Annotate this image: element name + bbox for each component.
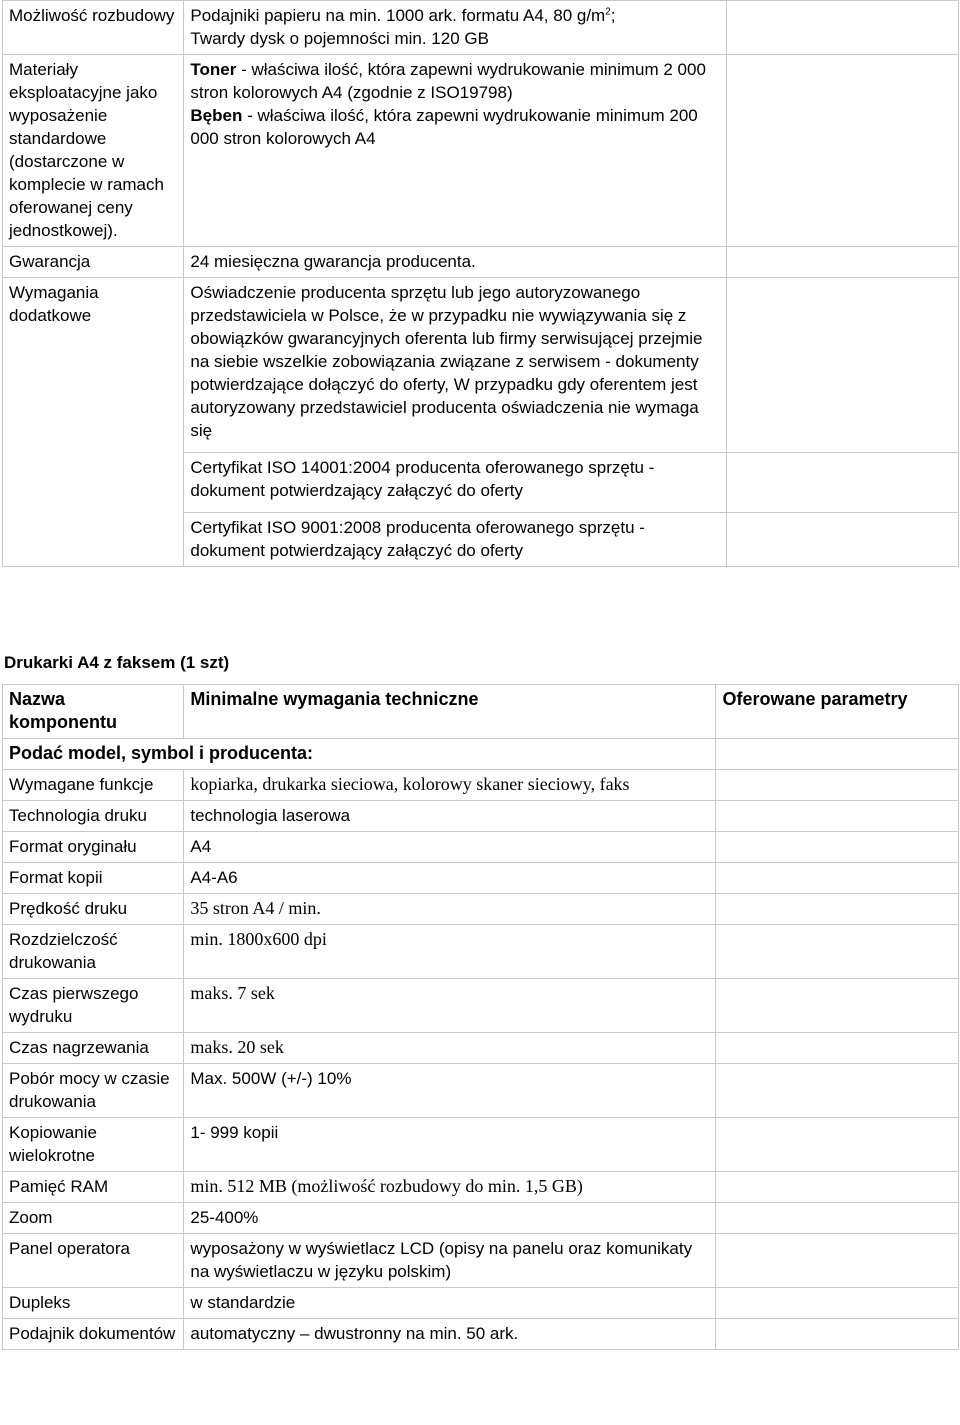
offered-cell: [716, 1288, 959, 1319]
component-name: Technologia druku: [3, 801, 184, 832]
toner-text: - właściwa ilość, która zapewni wydrukowanie minimum 2 000 stron kolorowych A4 (zgodnie z ISO19798): [190, 60, 706, 102]
offered-cell: [726, 55, 959, 247]
table-row: [3, 801, 959, 832]
drum-text: - właściwa ilość, która zapewni wydrukowanie minimum 200 000 stron kolorowych A4: [190, 106, 698, 148]
offered-cell: [726, 247, 959, 278]
model-row: [3, 739, 959, 770]
offered-cell: [716, 925, 959, 979]
offered-cell: [716, 739, 959, 770]
requirement-value: maks. 20 sek: [184, 1033, 716, 1064]
component-name: Kopiowanie wielokrotne: [3, 1118, 184, 1172]
top-spec-table: [2, 0, 959, 567]
row-value: [184, 55, 726, 247]
requirement-value: 1- 999 kopii: [184, 1118, 716, 1172]
printer-spec-table: [2, 684, 959, 1350]
offered-cell: [716, 801, 959, 832]
component-name: Czas nagrzewania: [3, 1033, 184, 1064]
section-title: Drukarki A4 z faksem (1 szt): [4, 653, 230, 672]
requirement-value: wyposażony w wyświetlacz LCD (opisy na panelu oraz komunikaty na wyświetlaczu w języku polskim): [184, 1234, 716, 1288]
component-name: Zoom: [3, 1203, 184, 1234]
table-row: [3, 278, 959, 453]
component-name: Podajnik dokumentów: [3, 1319, 184, 1350]
header-offered: Oferowane parametry: [716, 685, 959, 739]
table-row: [3, 1319, 959, 1350]
component-name: Czas pierwszego wydruku: [3, 979, 184, 1033]
table-row: [3, 894, 959, 925]
offered-cell: [726, 278, 959, 453]
offered-cell: [716, 1118, 959, 1172]
requirement-value: min. 512 MB (możliwość rozbudowy do min. 1,5 GB): [184, 1172, 716, 1203]
requirement-value: technologia laserowa: [184, 801, 716, 832]
superscript: 2: [605, 6, 611, 18]
requirement-value: Max. 500W (+/-) 10%: [184, 1064, 716, 1118]
offered-cell: [716, 979, 959, 1033]
header-component: Nazwa komponentu: [3, 685, 184, 739]
table-row: [3, 863, 959, 894]
component-name: Dupleks: [3, 1288, 184, 1319]
component-name: Prędkość druku: [3, 894, 184, 925]
table-row: [3, 832, 959, 863]
table-row: [3, 1, 959, 55]
component-name: Format oryginału: [3, 832, 184, 863]
requirement-value: maks. 7 sek: [184, 979, 716, 1033]
value-text: Twardy dysk o pojemności min. 120 GB: [190, 29, 489, 48]
table-row: [3, 1288, 959, 1319]
row-value: Certyfikat ISO 9001:2008 producenta oferowanego sprzętu - dokument potwierdzający załączyć do oferty: [184, 513, 726, 567]
value-text: Podajniki papieru na min. 1000 ark. formatu A4, 80 g/m: [190, 6, 606, 25]
requirement-value: automatyczny – dwustronny na min. 50 ark.: [184, 1319, 716, 1350]
requirement-value: 35 stron A4 / min.: [184, 894, 716, 925]
table-row: [3, 1118, 959, 1172]
header-row: [3, 685, 959, 739]
toner-label: Toner: [190, 60, 237, 79]
requirement-value: A4-A6: [184, 863, 716, 894]
table-row: [3, 770, 959, 801]
table-row: [3, 1033, 959, 1064]
row-value: Oświadczenie producenta sprzętu lub jego autoryzowanego przedstawiciela w Polsce, że w przypadku nie wywiązywania się z obowiązków gwarancyjnych oferenta lub firmy serwisującej przejmie na siebie wszelkie zobowiązania związane z serwisem - dokumenty potwierdzające dołączyć do oferty, W przypadku gdy oferentem jest autoryzowany przedstawiciel producenta oświadczenia nie wymaga się: [184, 278, 726, 453]
table-row: [3, 1203, 959, 1234]
offered-cell: [716, 1319, 959, 1350]
row-value: Certyfikat ISO 14001:2004 producenta oferowanego sprzętu - dokument potwierdzający załączyć do oferty: [184, 453, 726, 513]
component-name: Pobór mocy w czasie drukowania: [3, 1064, 184, 1118]
header-requirements: Minimalne wymagania techniczne: [184, 685, 716, 739]
offered-cell: [716, 1234, 959, 1288]
table-row: [3, 925, 959, 979]
table-row: [3, 979, 959, 1033]
component-name: Panel operatora: [3, 1234, 184, 1288]
table-row: [3, 1172, 959, 1203]
drum-label: Bęben: [190, 106, 243, 125]
offered-cell: [726, 1, 959, 55]
requirement-value: A4: [184, 832, 716, 863]
table-row: [3, 1234, 959, 1288]
offered-cell: [726, 453, 959, 513]
table-row: [3, 55, 959, 247]
component-name: Rozdzielczość drukowania: [3, 925, 184, 979]
requirement-value: min. 1800x600 dpi: [184, 925, 716, 979]
offered-cell: [716, 1064, 959, 1118]
requirement-value: 25-400%: [184, 1203, 716, 1234]
row-label: Materiały eksploatacyjne jako wyposażenie standardowe (dostarczone w komplecie w ramach oferowanej ceny jednostkowej).: [3, 55, 184, 247]
row-label: Możliwość rozbudowy: [3, 1, 184, 55]
table-row: [3, 247, 959, 278]
offered-cell: [716, 1033, 959, 1064]
table-row: [3, 1064, 959, 1118]
offered-cell: [716, 863, 959, 894]
offered-cell: [726, 513, 959, 567]
model-label: Podać model, symbol i producenta:: [3, 739, 716, 770]
offered-cell: [716, 770, 959, 801]
requirement-value: kopiarka, drukarka sieciowa, kolorowy skaner sieciowy, faks: [184, 770, 716, 801]
offered-cell: [716, 1203, 959, 1234]
component-name: Wymagane funkcje: [3, 770, 184, 801]
value-text: ;: [610, 6, 616, 25]
offered-cell: [716, 894, 959, 925]
row-label: Wymagania dodatkowe: [3, 278, 184, 567]
row-value: [184, 1, 726, 55]
row-label: Gwarancja: [3, 247, 184, 278]
row-value: 24 miesięczna gwarancja producenta.: [184, 247, 726, 278]
offered-cell: [716, 1172, 959, 1203]
component-name: Format kopii: [3, 863, 184, 894]
offered-cell: [716, 832, 959, 863]
component-name: Pamięć RAM: [3, 1172, 184, 1203]
requirement-value: w standardzie: [184, 1288, 716, 1319]
